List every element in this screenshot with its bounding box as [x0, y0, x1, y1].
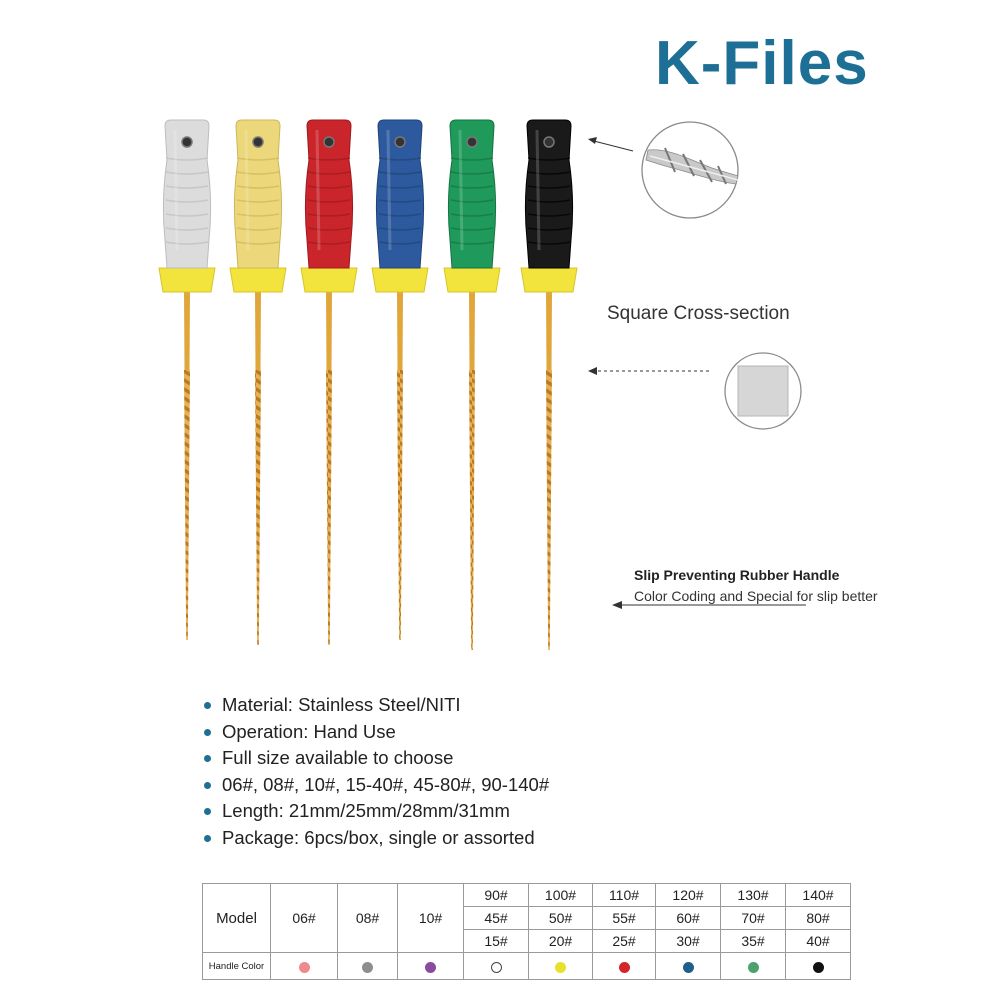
size-cell: 80# — [786, 907, 851, 930]
handle-collar — [444, 268, 500, 292]
file-shank — [255, 290, 261, 370]
feature-text: Full size available to choose — [222, 747, 454, 769]
color-dot-icon — [619, 962, 630, 973]
color-dot-icon — [813, 962, 824, 973]
size-cell: 55# — [593, 907, 656, 930]
color-dot-icon — [683, 962, 694, 973]
size-cell: 140# — [786, 884, 851, 907]
handle-hole — [395, 137, 405, 147]
file-blade — [469, 370, 475, 650]
handle-hole — [467, 137, 477, 147]
size-cell: 40# — [786, 930, 851, 953]
handle-hole — [253, 137, 263, 147]
bullet-icon — [204, 835, 211, 842]
feature-item — [200, 719, 549, 746]
handle-collar — [521, 268, 577, 292]
color-dot-icon — [491, 962, 502, 973]
k-file-red — [301, 120, 357, 645]
color-dot-icon — [748, 962, 759, 973]
feature-text: Package: 6pcs/box, single or assorted — [222, 826, 535, 848]
handle-highlight — [246, 130, 248, 250]
color-cell — [656, 953, 721, 980]
handle-collar — [301, 268, 357, 292]
color-cell — [593, 953, 656, 980]
size-cell: 45# — [464, 907, 529, 930]
feature-item — [200, 772, 549, 799]
size-cell: 90# — [464, 884, 529, 907]
size-cell: 10# — [398, 884, 464, 953]
handle-highlight — [537, 130, 539, 250]
size-cell: 110# — [593, 884, 656, 907]
size-cell: 70# — [721, 907, 786, 930]
k-file-yellow — [230, 120, 286, 645]
square-cross-section-icon — [738, 366, 788, 416]
page-title: K-Files — [655, 29, 869, 98]
slip-handle-title: Slip Preventing Rubber Handle — [634, 567, 840, 583]
size-cell: 120# — [656, 884, 721, 907]
file-blade — [397, 370, 403, 640]
color-cell — [786, 953, 851, 980]
feature-item — [200, 692, 549, 719]
file-blade — [326, 370, 332, 645]
file-blade — [546, 370, 552, 650]
color-cell — [464, 953, 529, 980]
color-cell — [398, 953, 464, 980]
color-cell — [338, 953, 398, 980]
size-cell: 50# — [529, 907, 593, 930]
color-dot-icon — [425, 962, 436, 973]
file-shank — [469, 290, 475, 370]
handle-collar — [230, 268, 286, 292]
file-shank — [326, 290, 332, 370]
bullet-icon — [204, 702, 211, 709]
slip-handle-subtitle: Color Coding and Special for slip better — [634, 588, 878, 604]
bullet-icon — [204, 808, 211, 815]
size-color-table — [202, 883, 851, 980]
bullet-icon — [204, 755, 211, 762]
feature-item — [200, 825, 549, 852]
size-cell: 06# — [271, 884, 338, 953]
size-cell: 100# — [529, 884, 593, 907]
file-blade — [184, 370, 190, 640]
handle-collar — [159, 268, 215, 292]
size-cell: 25# — [593, 930, 656, 953]
feature-item — [200, 745, 549, 772]
size-cell: 60# — [656, 907, 721, 930]
feature-text: Length: 21mm/25mm/28mm/31mm — [222, 800, 510, 822]
twisted-blade-callout — [588, 122, 738, 218]
feature-text: Material: Stainless Steel/NITI — [222, 694, 461, 715]
handle-hole — [182, 137, 192, 147]
k-file-blue — [372, 120, 428, 640]
handle-highlight — [317, 130, 319, 250]
size-cell: 15# — [464, 930, 529, 953]
handle-hole — [544, 137, 554, 147]
handle-highlight — [175, 130, 177, 250]
model-label: Model — [203, 884, 271, 953]
size-cell: 130# — [721, 884, 786, 907]
color-dot-icon — [299, 962, 310, 973]
file-shank — [397, 290, 403, 370]
size-cell: 20# — [529, 930, 593, 953]
handle-highlight — [460, 130, 462, 250]
file-shank — [546, 290, 552, 370]
k-file-green — [444, 120, 500, 650]
color-dot-icon — [555, 962, 566, 973]
files-group — [159, 120, 577, 650]
feature-text: Operation: Hand Use — [222, 720, 396, 742]
handle-collar — [372, 268, 428, 292]
cross-section-label: Square Cross-section — [607, 303, 790, 324]
color-dot-icon — [362, 962, 373, 973]
size-cell: 35# — [721, 930, 786, 953]
size-cell: 30# — [656, 930, 721, 953]
file-shank — [184, 290, 190, 370]
feature-list — [200, 692, 549, 852]
color-cell — [271, 953, 338, 980]
square-cross-section-callout — [588, 353, 801, 429]
file-blade — [255, 370, 261, 645]
k-file-black — [521, 120, 577, 650]
feature-item — [200, 798, 549, 825]
color-cell — [721, 953, 786, 980]
feature-text: 06#, 08#, 10#, 15-40#, 45-80#, 90-140# — [222, 773, 550, 795]
k-file-white — [159, 120, 215, 640]
handle-hole — [324, 137, 334, 147]
bullet-icon — [204, 729, 211, 736]
handle-highlight — [388, 130, 390, 250]
handle-color-label: Handle Color — [203, 953, 271, 980]
color-cell — [529, 953, 593, 980]
size-cell: 08# — [338, 884, 398, 953]
bullet-icon — [204, 782, 211, 789]
